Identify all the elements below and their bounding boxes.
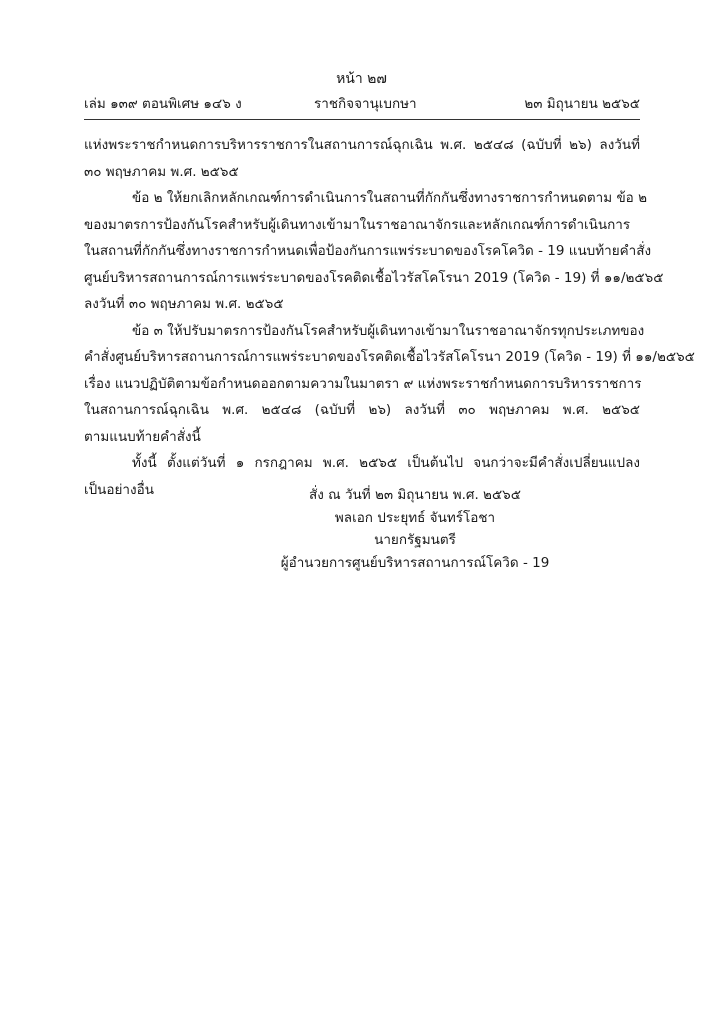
body-line: คำสั่งศูนย์บริหารสถานการณ์การแพร่ระบาดของโรคติดเชื้อไวรัสโคโรนา 2019 (โควิด - 19) ที่ ๑๑/๒๕๖๕ [84, 349, 695, 365]
body-line: ตามแนบท้ายคำสั่งนี้ [84, 428, 201, 445]
publication-title: ราชกิจจานุเบกษา [314, 96, 417, 112]
clause-2-line: ข้อ ๒ ให้ยกเลิกหลักเกณฑ์การดำเนินการในสถานที่กักกันซึ่งทางราชการกำหนดตาม ข้อ ๒ [132, 190, 647, 206]
body-line: ของมาตรการป้องกันโรคสำหรับผู้เดินทางเข้ามาในราชอาณาจักรและหลักเกณฑ์การดำเนินการ [84, 216, 631, 233]
page-number: หน้า ๒๗ [336, 71, 387, 87]
signatory-name: พลเอก ประยุทธ์ จันทร์โอชา [334, 509, 496, 526]
body-line: เป็นอย่างอื่น [84, 481, 154, 498]
body-line: ในสถานที่กักกันซึ่งทางราชการกำหนดเพื่อป้องกันการแพร่ระบาดของโรคโควิด - 19 แนบท้ายคำสั่ง [84, 243, 652, 259]
body-line: ๓๐ พฤษภาคม พ.ศ. ๒๕๖๕ [84, 163, 239, 180]
effective-date-line: ทั้งนี้ ตั้งแต่วันที่ ๑ กรกฎาคม พ.ศ. ๒๕๖๕ เป็นต้นไป จนกว่าจะมีคำสั่งเปลี่ยนแปลง [132, 455, 640, 471]
header-rule [84, 119, 640, 120]
signatory-role: ผู้อำนวยการศูนย์บริหารสถานการณ์โควิด - 19 [280, 554, 550, 571]
body-line: ในสถานการณ์ฉุกเฉิน พ.ศ. ๒๕๔๘ (ฉบับที่ ๒๖) ลงวันที่ ๓๐ พฤษภาคม พ.ศ. ๒๕๖๕ [84, 402, 640, 418]
signature-date: สั่ง ณ วันที่ ๒๓ มิถุนายน พ.ศ. ๒๕๖๕ [309, 487, 521, 503]
signature-block [250, 484, 580, 574]
body-line: ศูนย์บริหารสถานการณ์การแพร่ระบาดของโรคติดเชื้อไวรัสโคโรนา 2019 (โควิด - 19) ที่ ๑๑/๒๕๖๕ [84, 269, 664, 286]
clause-3-line: ข้อ ๓ ให้ปรับมาตรการป้องกันโรคสำหรับผู้เดินทางเข้ามาในราชอาณาจักรทุกประเภทของ [132, 322, 645, 339]
document-body [84, 132, 695, 503]
signatory-position: นายกรัฐมนตรี [374, 532, 456, 548]
body-line: ลงวันที่ ๓๐ พฤษภาคม พ.ศ. ๒๕๖๕ [84, 296, 284, 312]
body-line: เรื่อง แนวปฏิบัติตามข้อกำหนดออกตามความในมาตรา ๙ แห่งพระราชกำหนดการบริหารราชการ [84, 375, 642, 392]
body-line: แห่งพระราชกำหนดการบริหารราชการในสถานการณ์ฉุกเฉิน พ.ศ. ๒๕๔๘ (ฉบับที่ ๒๖) ลงวันที่ [84, 137, 640, 153]
volume-info: เล่ม ๑๓๙ ตอนพิเศษ ๑๔๖ ง [84, 96, 242, 112]
publication-date: ๒๓ มิถุนายน ๒๕๖๕ [524, 96, 640, 112]
